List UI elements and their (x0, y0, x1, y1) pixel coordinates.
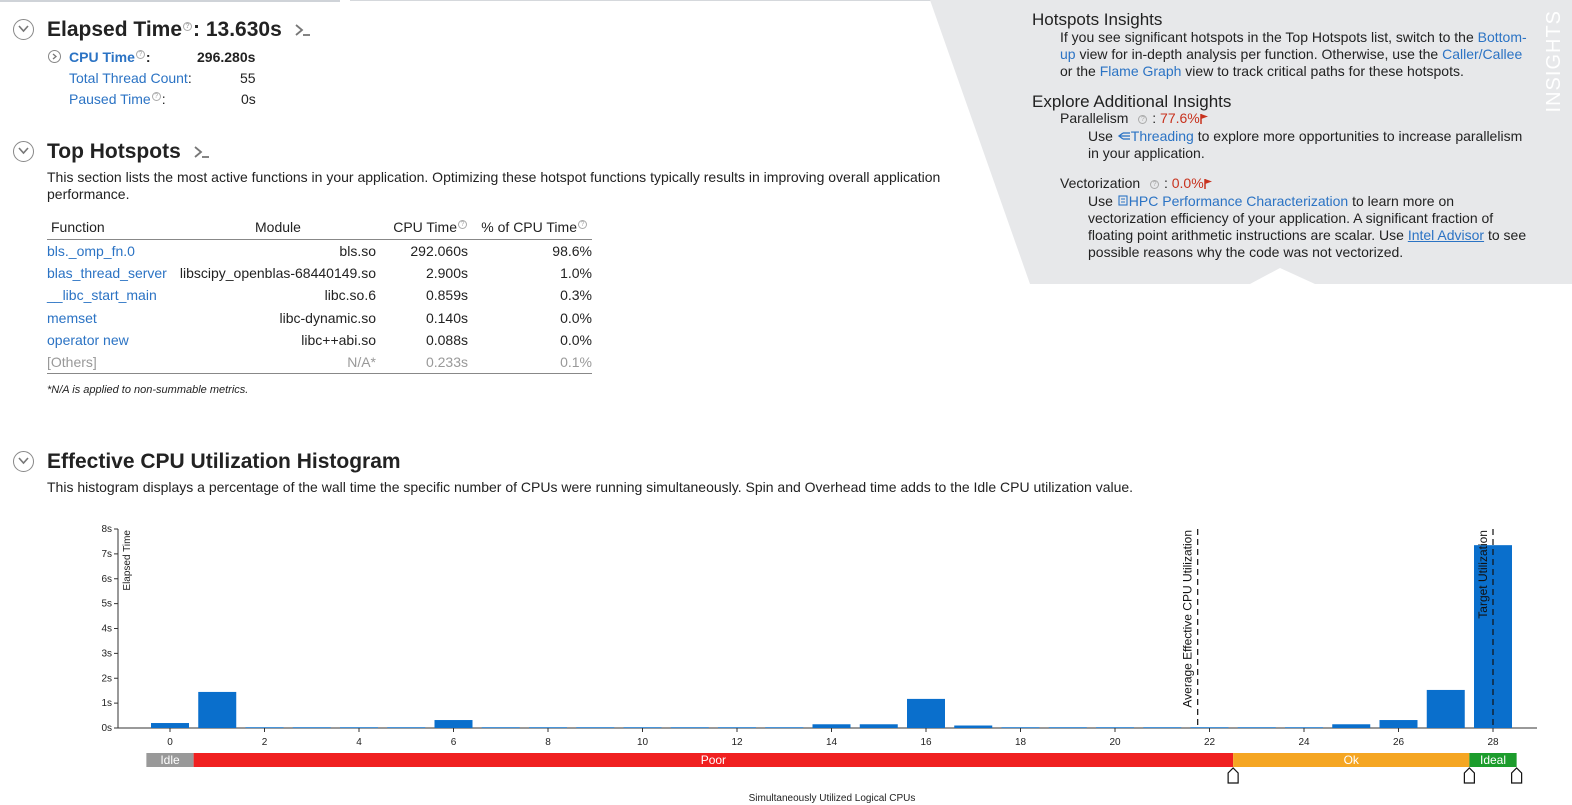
hpc-icon (1117, 195, 1129, 206)
help-icon[interactable]: ? (136, 50, 145, 59)
cpu-time-expand-button[interactable] (48, 50, 61, 63)
histogram-bar[interactable] (387, 727, 425, 728)
cpu-time-row: CPU Time ? : (69, 49, 151, 65)
histogram-bar[interactable] (576, 727, 614, 728)
histogram-bar[interactable] (340, 727, 378, 728)
flag-icon (1204, 179, 1213, 189)
utilization-band-label: Poor (700, 753, 727, 767)
parallelism-text: Use Threading to explore more opportunities to increase parallelism in your application. (1088, 128, 1523, 161)
y-tick-label: 2s (101, 673, 112, 685)
histogram-bar[interactable] (718, 727, 756, 728)
threading-icon (1117, 131, 1131, 141)
x-tick-label: 12 (731, 737, 743, 748)
caller-callee-link[interactable]: Caller/Callee (1442, 46, 1523, 62)
prompt-icon[interactable] (193, 145, 211, 159)
threshold-slider-handle[interactable] (1228, 768, 1238, 783)
function-link[interactable]: blas_thread_server (47, 265, 167, 282)
threading-link[interactable]: Threading (1130, 128, 1194, 144)
histogram-bar[interactable] (1049, 727, 1087, 728)
histogram-bar[interactable] (293, 727, 331, 728)
y-tick-label: 5s (101, 598, 112, 610)
y-tick-label: 8s (101, 524, 112, 535)
insights-side-tab[interactable]: INSIGHTS (1543, 10, 1565, 113)
histogram-bar[interactable] (1332, 724, 1370, 728)
elapsed-time-label: Elapsed Time (47, 18, 183, 41)
insights-title: Hotspots Insights (1032, 10, 1163, 29)
table-footnote: *N/A is applied to non-summable metrics. (47, 384, 249, 396)
histogram-bar[interactable] (529, 727, 567, 728)
table-row (47, 262, 592, 284)
hotspots-heading (47, 140, 211, 164)
hpc-characterization-link[interactable]: HPC Performance Characterization (1128, 193, 1349, 209)
histogram-bar[interactable] (246, 727, 284, 728)
help-icon[interactable]: ? (1150, 180, 1159, 189)
x-tick-label: 8 (545, 737, 551, 748)
histogram-bar[interactable] (813, 724, 851, 728)
help-icon[interactable]: ? (578, 220, 587, 229)
target-utilization-label: Target Utilization (1476, 530, 1490, 619)
intel-advisor-link[interactable]: Intel Advisor (1407, 227, 1485, 243)
histogram-bar[interactable] (435, 720, 473, 728)
percent-cell: 1.0% (560, 265, 592, 282)
histogram-bar[interactable] (482, 727, 520, 728)
explore-insights-title: Explore Additional Insights (1032, 92, 1232, 111)
top-border-2 (350, 0, 940, 1)
function-link[interactable]: memset (47, 309, 97, 326)
histogram-bar[interactable] (198, 692, 236, 728)
module-cell: libscipy_openblas-68440149.so (179, 265, 376, 282)
y-tick-label: 4s (101, 623, 112, 635)
x-tick-label: 28 (1487, 737, 1499, 748)
cpu-time-cell: 292.060s (410, 242, 468, 259)
thread-count-row: Total Thread Count: (69, 70, 192, 86)
thread-count-value: 55 (240, 70, 256, 86)
y-tick-label: 3s (101, 648, 112, 660)
column-header-function[interactable]: Function (47, 217, 175, 240)
histogram-collapse-button[interactable] (13, 451, 34, 472)
cpu-time-cell: 0.140s (425, 309, 468, 326)
average-utilization-label: Average Effective CPU Utilization (1180, 530, 1195, 708)
column-header-percent-cpu[interactable]: % of CPU Time ? (472, 217, 592, 240)
elapsed-time-value: : 13.630s (193, 18, 282, 41)
hotspots-table (47, 217, 592, 374)
cpu-time-link[interactable]: CPU Time (69, 49, 135, 65)
cpu-time-value: 296.280s (197, 49, 256, 65)
histogram-bar[interactable] (1285, 727, 1323, 728)
top-border (0, 0, 340, 2)
hotspots-description: This section lists the most active functions in your application. Optimizing these hotspot functions typically results in improving overall application performance. (47, 169, 941, 202)
function-link[interactable]: __libc_start_main (47, 287, 157, 304)
module-cell: N/A* (175, 351, 380, 373)
threshold-slider-handle[interactable] (1464, 768, 1474, 783)
x-tick-label: 6 (450, 737, 457, 748)
chevron-down-icon (18, 457, 29, 465)
parallelism-row: Parallelism ? : 77.6% (1060, 110, 1209, 127)
histogram-bar[interactable] (1002, 727, 1040, 728)
x-tick-label: 14 (825, 737, 838, 748)
x-tick-label: 26 (1392, 737, 1405, 748)
chevron-down-icon (18, 147, 29, 155)
histogram-description: This histogram displays a percentage of the wall time the specific number of CPUs were running simultaneously. Spin and Overhead time adds to the Idle CPU utilization value. (47, 479, 1134, 495)
histogram-bar[interactable] (1427, 690, 1465, 728)
hotspots-collapse-button[interactable] (13, 141, 34, 162)
elapsed-time-heading (47, 18, 312, 42)
histogram-bar[interactable] (671, 727, 709, 728)
histogram-bar[interactable] (1143, 727, 1181, 728)
chevron-down-icon (18, 25, 29, 33)
cpu-time-cell: 0.088s (425, 332, 468, 349)
percent-cell: 98.6% (552, 242, 592, 259)
vectorization-label: Vectorization (1060, 175, 1141, 191)
cpu-time-cell: 0.859s (425, 287, 468, 304)
threshold-slider-handle[interactable] (1512, 768, 1522, 783)
x-tick-label: 16 (920, 737, 932, 748)
flag-icon (1200, 114, 1209, 124)
vectorization-row: Vectorization ? : 0.0% (1060, 175, 1213, 192)
y-axis-label: Elapsed Time (122, 530, 133, 591)
table-row (47, 329, 592, 351)
y-tick-label: 6s (101, 573, 112, 585)
bottom-up-link[interactable]: Bottom-up (1060, 29, 1527, 62)
cpu-time-cell: 0.233s (380, 351, 472, 373)
column-header-module[interactable]: Module (175, 217, 380, 240)
column-header-cpu-time[interactable]: CPU Time ? (380, 217, 472, 240)
table-row (47, 240, 592, 262)
histogram-bar[interactable] (860, 724, 898, 728)
x-tick-label: 24 (1298, 737, 1310, 748)
module-cell: libc.so.6 (324, 287, 376, 304)
table-row-others (47, 351, 592, 373)
x-tick-label: 2 (261, 737, 268, 748)
help-icon[interactable]: ? (152, 92, 161, 101)
function-link[interactable]: operator new (47, 332, 129, 349)
parallelism-label: Parallelism (1060, 110, 1129, 126)
help-icon[interactable]: ? (458, 220, 467, 229)
histogram-title: Effective CPU Utilization Histogram (47, 450, 401, 473)
cpu-time-cell: 2.900s (425, 265, 468, 282)
utilization-band-label: Ok (1343, 753, 1359, 767)
percent-cell: 0.1% (472, 351, 592, 373)
vectorization-text: Use HPC Performance Characterization to learn more on vectorization efficiency of your application. A significant fraction of floating point arithmetic instructions are scalar. Use Intel Advisor to see possible reasons why the code was not vectorized. (1088, 193, 1527, 260)
prompt-icon[interactable] (294, 23, 312, 37)
function-link[interactable]: bls._omp_fn.0 (47, 242, 135, 259)
x-axis-label: Simultaneously Utilized Logical CPUs (748, 793, 916, 804)
x-tick-label: 20 (1109, 737, 1121, 748)
table-row (47, 284, 592, 306)
y-tick-label: 7s (101, 548, 112, 560)
function-cell: [Others] (47, 351, 175, 373)
percent-cell: 0.0% (560, 332, 592, 349)
elapsed-collapse-button[interactable] (13, 19, 34, 40)
vectorization-value: 0.0% (1171, 175, 1204, 191)
module-cell: bls.so (339, 242, 376, 259)
percent-cell: 0.0% (560, 309, 592, 326)
module-cell: libc++abi.so (301, 332, 376, 349)
histogram-bar[interactable] (624, 727, 662, 728)
utilization-band-label: Ideal (1479, 753, 1507, 767)
histogram-bar[interactable] (151, 723, 189, 728)
hotspots-title: Top Hotspots (47, 140, 181, 163)
y-tick-label: 1s (101, 698, 112, 710)
histogram-bar[interactable] (1191, 727, 1229, 728)
histogram-bar[interactable] (1238, 727, 1276, 728)
paused-time-row: Paused Time ? : (69, 91, 166, 107)
table-header (47, 217, 592, 240)
x-tick-label: 22 (1203, 737, 1216, 748)
percent-cell: 0.3% (560, 287, 592, 304)
help-icon[interactable]: ? (183, 22, 192, 31)
x-tick-label: 10 (636, 737, 649, 748)
histogram-bar[interactable] (1096, 727, 1134, 728)
paused-time-label: Paused Time (69, 91, 151, 107)
histogram-bar[interactable] (1380, 720, 1418, 728)
x-tick-label: 4 (356, 737, 362, 748)
table-row (47, 307, 592, 329)
parallelism-value: 77.6% (1160, 110, 1200, 126)
paused-time-value: 0s (241, 91, 256, 107)
histogram-bar[interactable] (765, 727, 803, 728)
utilization-band-label: Idle (160, 753, 180, 767)
cpu-utilization-histogram (0, 515, 1572, 805)
module-cell: libc-dynamic.so (279, 309, 376, 326)
insights-hotspots-text: If you see significant hotspots in the Top Hotspots list, switch to the Bottom-up view for in-depth analysis per function. Otherwise, use the Caller/Callee or the Flame Graph view to track critical paths for these hotspots. (1060, 29, 1527, 79)
x-tick-label: 18 (1014, 737, 1027, 748)
histogram-bar[interactable] (954, 726, 992, 728)
chevron-right-icon (49, 51, 60, 62)
thread-count-label: Total Thread Count (69, 70, 188, 86)
histogram-bar[interactable] (907, 699, 945, 728)
help-icon[interactable]: ? (1138, 115, 1147, 124)
y-tick-label: 0s (101, 723, 112, 734)
x-tick-label: 0 (167, 737, 173, 748)
flame-graph-link[interactable]: Flame Graph (1099, 63, 1182, 79)
